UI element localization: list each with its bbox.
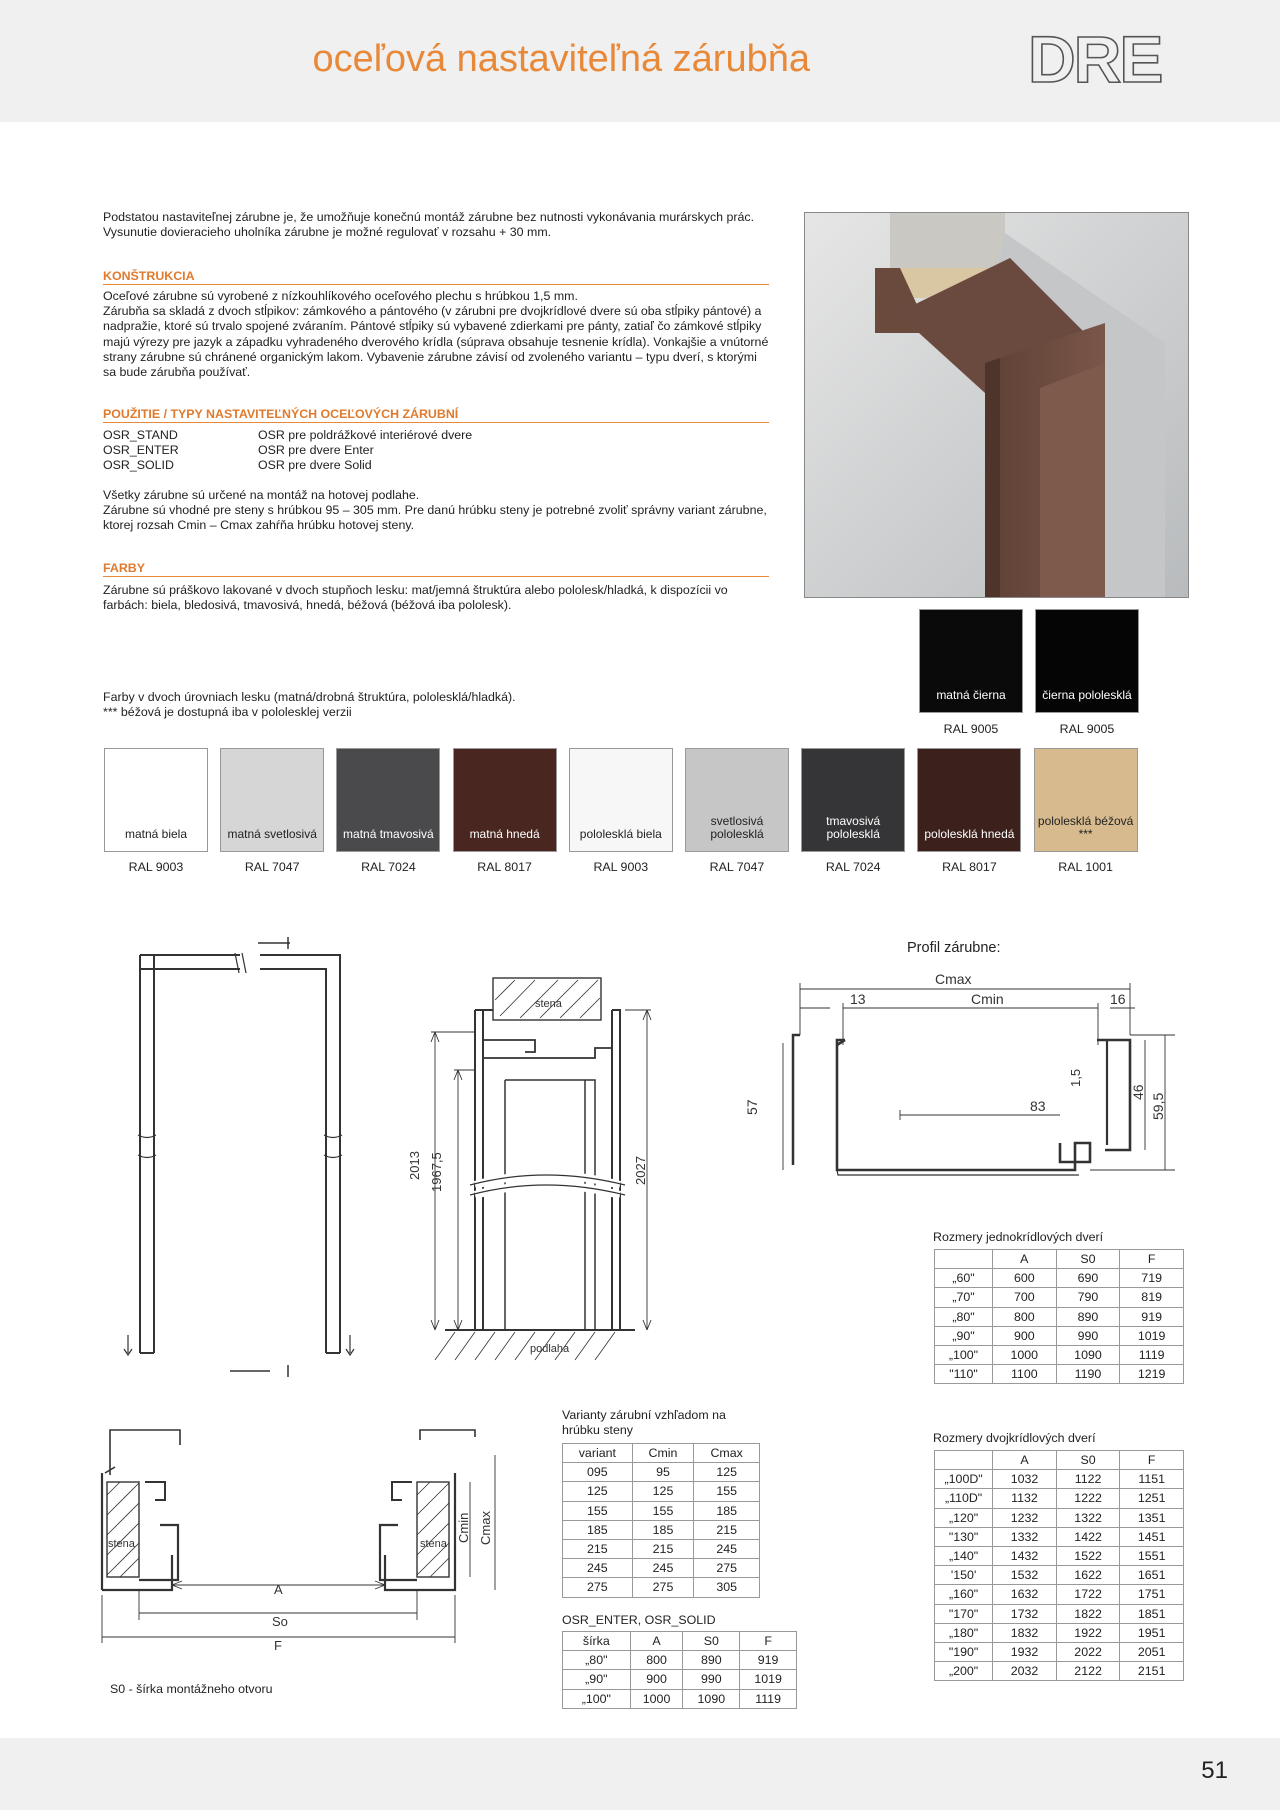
- table-cell: „90": [935, 1326, 993, 1345]
- table-cell: 1251: [1120, 1489, 1184, 1508]
- table-row: [563, 1501, 760, 1520]
- double-door-table: [934, 1450, 1184, 1681]
- table-row: [935, 1527, 1184, 1546]
- variants-caption: [562, 1408, 726, 1438]
- dim-cmax: Cmax: [935, 971, 972, 987]
- table-cell: 1922: [1056, 1623, 1120, 1642]
- table-cell: 1951: [1120, 1623, 1184, 1642]
- table-cell: 1432: [993, 1546, 1057, 1565]
- color-swatch: [685, 748, 789, 852]
- intro-line: Vysunutie dovieracieho uholníka zárubne je možné regulovať v rozsahu + 30 mm.: [103, 225, 552, 240]
- dim-2027: 2027: [633, 1156, 648, 1185]
- type-desc: OSR pre dvere Solid: [258, 458, 372, 473]
- table-cell: „60": [935, 1269, 993, 1288]
- table-cell: 1732: [993, 1604, 1057, 1623]
- table-cell: 1119: [740, 1689, 797, 1708]
- table-cell: 1019: [1120, 1326, 1184, 1345]
- swatch-ral: RAL 8017: [942, 860, 997, 874]
- table-header-row: [563, 1632, 797, 1651]
- table-cell: 1222: [1056, 1489, 1120, 1508]
- type-desc: OSR pre poldrážkové interiérové dvere: [258, 428, 473, 442]
- table-cell: 155: [694, 1482, 760, 1501]
- table-cell: „100": [935, 1345, 993, 1364]
- enter-solid-table: [562, 1631, 797, 1709]
- table-cell: 275: [694, 1559, 760, 1578]
- swatch-label: pololesklá hnedá: [924, 827, 1015, 841]
- table-cell: 1932: [993, 1642, 1057, 1661]
- table-cell: 1851: [1120, 1604, 1184, 1623]
- table-cell: 1019: [740, 1670, 797, 1689]
- table-cell: 215: [632, 1539, 694, 1558]
- enter-solid-caption: OSR_ENTER, OSR_SOLID: [562, 1613, 716, 1627]
- table-cell: 790: [1056, 1288, 1120, 1307]
- frame-section-drawing: [395, 970, 665, 1370]
- table-row: [935, 1585, 1184, 1604]
- type-code: OSR_STAND: [103, 428, 178, 442]
- page-number: 51: [1201, 1757, 1228, 1784]
- table-cell: 1100: [992, 1365, 1056, 1384]
- table-cell: F: [740, 1632, 797, 1651]
- table-cell: 275: [563, 1578, 633, 1597]
- single-door-table: [934, 1249, 1184, 1384]
- table-row: [935, 1326, 1184, 1345]
- construction-line: Oceľové zárubne sú vyrobené z nízkouhlíkového oceľového plechu s hrúbkou 1,5 mm.: [103, 289, 578, 303]
- color-swatch: [104, 748, 208, 852]
- table-cell: 245: [563, 1559, 633, 1578]
- table-row: [563, 1539, 760, 1558]
- table-cell: 1651: [1120, 1566, 1184, 1585]
- table-row: [935, 1269, 1184, 1288]
- color-swatch: [220, 748, 324, 852]
- table-cell: 1122: [1056, 1470, 1120, 1489]
- table-cell: 125: [694, 1463, 760, 1482]
- logo-text: DRE: [1028, 28, 1162, 88]
- table-cell: S0: [1056, 1250, 1120, 1269]
- table-cell: variant: [563, 1444, 633, 1463]
- swatch-ral: RAL 8017: [477, 860, 532, 874]
- dim-cmax-vert: Cmax: [478, 1511, 493, 1545]
- table-row: [935, 1566, 1184, 1585]
- table-cell: 2051: [1120, 1642, 1184, 1661]
- table-cell: šírka: [563, 1632, 631, 1651]
- construction-line: sa bude zárubňa používať.: [103, 365, 251, 380]
- table-cell: 095: [563, 1463, 633, 1482]
- table-cell: 185: [632, 1520, 694, 1539]
- table-cell: [935, 1451, 993, 1470]
- dim-16: 16: [1110, 991, 1126, 1007]
- table-header-row: [563, 1444, 760, 1463]
- table-cell: 1090: [1056, 1345, 1120, 1364]
- dim-2013: 2013: [407, 1151, 422, 1180]
- table-cell: 1822: [1056, 1604, 1120, 1623]
- swatch-label: čierna pololesklá: [1042, 688, 1132, 702]
- table-cell: 95: [632, 1463, 694, 1482]
- table-cell: 1832: [993, 1623, 1057, 1642]
- table-header-row: [935, 1451, 1184, 1470]
- construction-line: majú výrezy pre jazyk a západku vyhradeného dverového krídla (súprava obsahuje tesnenie krídla). Vonkajšie a vnútorné: [103, 334, 769, 349]
- table-row: [935, 1288, 1184, 1307]
- table-row: [563, 1520, 760, 1539]
- table-cell: F: [1120, 1451, 1184, 1470]
- usage-note: Všetky zárubne sú určené na montáž na hotovej podlahe.: [103, 488, 420, 502]
- dim-cmin: Cmin: [971, 991, 1004, 1007]
- table-cell: 185: [694, 1501, 760, 1520]
- table-cell: 900: [992, 1326, 1056, 1345]
- table-cell: 900: [630, 1670, 683, 1689]
- table-cell: 245: [694, 1539, 760, 1558]
- construction-text: [103, 289, 783, 380]
- table-cell: 1551: [1120, 1546, 1184, 1565]
- color-swatch: [801, 748, 905, 852]
- table-cell: 1422: [1056, 1527, 1120, 1546]
- table-row: [935, 1623, 1184, 1642]
- swatch-ral: RAL 9005: [1059, 722, 1115, 736]
- table-cell: „110D": [935, 1489, 993, 1508]
- swatch-ral: RAL 7047: [709, 860, 765, 874]
- dim-a: A: [274, 1582, 283, 1597]
- intro-line: Podstatou nastaviteľnej zárubne je, že umožňuje konečnú montáž zárubne bez nutnosti vykonávania murárskych prác.: [103, 210, 755, 224]
- table-cell: 600: [992, 1269, 1056, 1288]
- section-heading-usage: POUŽITIE / TYPY NASTAVITEĽNÝCH OCEĽOVÝCH ZÁRUBNÍ: [103, 407, 769, 423]
- color-swatch: [336, 748, 440, 852]
- type-desc: OSR pre dvere Enter: [258, 443, 374, 458]
- table-cell: „180": [935, 1623, 993, 1642]
- table-cell: „100": [563, 1689, 631, 1708]
- table-cell: 700: [992, 1288, 1056, 1307]
- table-cell: 1451: [1120, 1527, 1184, 1546]
- table-cell: Cmin: [632, 1444, 694, 1463]
- color-swatch-cierna-pololeskla: [1035, 609, 1139, 713]
- swatch-label: svetlosivá pololesklá: [710, 814, 764, 841]
- construction-line: strany zárubne sú chránené organickým lakom. Vybavenie zárubne závisí od zvoleného variantu – typu dverí, s ktorými: [103, 349, 757, 364]
- swatch-label: pololesklá béžová ***: [1037, 814, 1134, 841]
- table-row: [563, 1651, 797, 1670]
- swatch-ral: RAL 1001: [1058, 860, 1113, 874]
- table-cell: [935, 1250, 993, 1269]
- table-cell: 125: [563, 1482, 633, 1501]
- table-cell: 1190: [1056, 1365, 1120, 1384]
- table-cell: 2151: [1120, 1662, 1184, 1681]
- swatch-ral: RAL 9003: [593, 860, 649, 874]
- table-cell: 1151: [1120, 1470, 1184, 1489]
- table-cell: S0: [1056, 1451, 1120, 1470]
- construction-line: Zárubňa sa skladá z dvoch stĺpikov: zámkového a pántového (v zárubni pre dvojkrídlové dvere sú oba stĺpiky pántové) a: [103, 304, 762, 319]
- table-cell: 990: [1056, 1326, 1120, 1345]
- table-row: [563, 1463, 760, 1482]
- table-cell: '150': [935, 1566, 993, 1585]
- table-cell: 919: [740, 1651, 797, 1670]
- single-table-caption: Rozmery jednokrídlových dverí: [933, 1230, 1104, 1244]
- section-heading-construction: KONŠTRUKCIA: [103, 269, 769, 285]
- table-row: [935, 1604, 1184, 1623]
- table-row: [935, 1307, 1184, 1326]
- table-cell: 275: [632, 1578, 694, 1597]
- table-cell: 305: [694, 1578, 760, 1597]
- table-cell: 1132: [993, 1489, 1057, 1508]
- dim-57: 57: [744, 1099, 760, 1115]
- dim-46: 46: [1130, 1084, 1146, 1100]
- table-cell: 719: [1120, 1269, 1184, 1288]
- swatch-ral: RAL 7024: [361, 860, 416, 874]
- table-cell: 1232: [993, 1508, 1057, 1527]
- variants-caption-line: Varianty zárubní vzhľadom na: [562, 1408, 726, 1422]
- table-cell: "130": [935, 1527, 993, 1546]
- stena-left-label: stena: [108, 1538, 135, 1550]
- table-cell: 800: [630, 1651, 683, 1670]
- types-codes: [103, 428, 179, 474]
- table-cell: 1522: [1056, 1546, 1120, 1565]
- dim-so: So: [272, 1614, 288, 1629]
- table-cell: 215: [694, 1520, 760, 1539]
- page-footer: [0, 1738, 1280, 1810]
- table-cell: „160": [935, 1585, 993, 1604]
- color-swatch: [453, 748, 557, 852]
- profile-title: Profil zárubne:: [907, 940, 1001, 956]
- table-row: [935, 1508, 1184, 1527]
- usage-note: ktorej rozsah Cmin – Cmax zahŕňa hrúbku hotovej steny.: [103, 518, 415, 533]
- color-notes: [103, 690, 516, 720]
- dim-19675: 1967,5: [429, 1152, 444, 1192]
- table-cell: „90": [563, 1670, 631, 1689]
- color-note: Farby v dvoch úrovniach lesku (matná/drobná štruktúra, pololesklá/hladká).: [103, 690, 516, 704]
- table-cell: „100D": [935, 1470, 993, 1489]
- table-cell: „70": [935, 1288, 993, 1307]
- table-cell: 1351: [1120, 1508, 1184, 1527]
- table-cell: S0: [683, 1632, 740, 1651]
- brand-logo: [1028, 28, 1190, 88]
- swatch-label: matná čierna: [936, 688, 1006, 702]
- table-cell: 2122: [1056, 1662, 1120, 1681]
- variants-table: [562, 1443, 760, 1598]
- table-row: [563, 1689, 797, 1708]
- type-code: OSR_ENTER: [103, 443, 179, 458]
- table-row: [935, 1642, 1184, 1661]
- stena-label: stena: [535, 998, 562, 1010]
- table-cell: Cmax: [694, 1444, 760, 1463]
- table-cell: 1119: [1120, 1345, 1184, 1364]
- door-frame-photo: [804, 212, 1189, 598]
- swatch-ral: RAL 7024: [825, 860, 881, 874]
- table-cell: 1000: [992, 1345, 1056, 1364]
- frame-top-view-drawing: [100, 1425, 505, 1665]
- table-cell: 1751: [1120, 1585, 1184, 1604]
- table-cell: 1219: [1120, 1365, 1184, 1384]
- table-cell: "190": [935, 1642, 993, 1661]
- table-row: [935, 1470, 1184, 1489]
- table-cell: 919: [1120, 1307, 1184, 1326]
- table-cell: „140": [935, 1546, 993, 1565]
- table-cell: 1090: [683, 1689, 740, 1708]
- table-cell: A: [630, 1632, 683, 1651]
- table-cell: "110": [935, 1365, 993, 1384]
- table-row: [935, 1489, 1184, 1508]
- stena-right-label: stena: [420, 1538, 447, 1550]
- table-row: [563, 1559, 760, 1578]
- table-row: [935, 1662, 1184, 1681]
- swatch-label: matná svetlosivá: [227, 827, 317, 841]
- table-cell: „80": [935, 1307, 993, 1326]
- color-note: *** béžová je dostupná iba v pololesklej verzii: [103, 705, 352, 720]
- swatch-label: tmavosivá pololesklá: [826, 814, 881, 841]
- table-row: [563, 1482, 760, 1501]
- construction-line: nadpražie, ktoré sú trvalo spojené zváraním. Pántové stĺpiky sú vybavené zdierkami pre pánty, zatiaľ čo zámkové stĺpiky: [103, 319, 762, 334]
- swatch-label: matná hnedá: [469, 827, 540, 841]
- table-cell: 890: [1056, 1307, 1120, 1326]
- table-cell: 1622: [1056, 1566, 1120, 1585]
- color-swatch: [569, 748, 673, 852]
- swatch-ral: RAL 9003: [128, 860, 184, 874]
- type-code: OSR_SOLID: [103, 458, 174, 473]
- dim-595: 59,5: [1150, 1092, 1166, 1120]
- table-row: [563, 1578, 760, 1597]
- color-swatch-matna-cierna: [919, 609, 1023, 713]
- frame-profile-drawing: [735, 965, 1195, 1195]
- table-cell: 185: [563, 1520, 633, 1539]
- table-cell: 1532: [993, 1566, 1057, 1585]
- table-cell: „200": [935, 1662, 993, 1681]
- table-cell: 819: [1120, 1288, 1184, 1307]
- table-cell: 1322: [1056, 1508, 1120, 1527]
- swatch-ral: RAL 7047: [244, 860, 300, 874]
- table-cell: F: [1120, 1250, 1184, 1269]
- double-table-caption: Rozmery dvojkrídlových dverí: [933, 1431, 1096, 1445]
- table-cell: 1000: [630, 1689, 683, 1708]
- colors-text: [103, 583, 783, 613]
- table-cell: 155: [563, 1501, 633, 1520]
- table-cell: „120": [935, 1508, 993, 1527]
- table-cell: 800: [992, 1307, 1056, 1326]
- table-cell: 215: [563, 1539, 633, 1558]
- color-swatch: [1034, 748, 1138, 852]
- page-title: oceľová nastaviteľná zárubňa: [312, 38, 810, 80]
- color-swatch: [917, 748, 1021, 852]
- table-cell: A: [993, 1451, 1057, 1470]
- table-cell: 990: [683, 1670, 740, 1689]
- table-cell: 1722: [1056, 1585, 1120, 1604]
- so-note: S0 - šírka montážneho otvoru: [110, 1682, 273, 1696]
- table-cell: 2032: [993, 1662, 1057, 1681]
- table-cell: 1632: [993, 1585, 1057, 1604]
- dim-15: 1,5: [1068, 1068, 1083, 1087]
- table-cell: A: [992, 1250, 1056, 1269]
- usage-notes: [103, 488, 783, 534]
- table-cell: 245: [632, 1559, 694, 1578]
- table-cell: 890: [683, 1651, 740, 1670]
- table-cell: 1332: [993, 1527, 1057, 1546]
- dim-cmin-vert: Cmin: [456, 1512, 471, 1543]
- swatch-label: pololesklá biela: [579, 827, 662, 841]
- table-cell: 2022: [1056, 1642, 1120, 1661]
- types-descs: [258, 428, 472, 474]
- table-row: [563, 1670, 797, 1689]
- table-header-row: [935, 1250, 1184, 1269]
- table-cell: 1032: [993, 1470, 1057, 1489]
- dim-13: 13: [850, 991, 866, 1007]
- colors-line: Zárubne sú práškovo lakované v dvoch stupňoch lesku: mat/jemná štruktúra alebo pololesk/hladká, k dispozícii vo: [103, 583, 728, 597]
- dim-83: 83: [1030, 1098, 1046, 1114]
- colors-line: farbách: biela, bledosivá, tmavosivá, hnedá, béžová (béžová iba pololesk).: [103, 598, 512, 613]
- usage-note: Zárubne sú vhodné pre steny s hrúbkou 95 – 305 mm. Pre danú hrúbku steny je potrebné zvoliť správny variant zárubne,: [103, 503, 767, 518]
- intro-text: [103, 210, 783, 240]
- section-heading-colors: FARBY: [103, 561, 769, 577]
- swatch-ral: RAL 9005: [943, 722, 999, 736]
- table-row: [935, 1546, 1184, 1565]
- table-cell: 690: [1056, 1269, 1120, 1288]
- table-cell: "170": [935, 1604, 993, 1623]
- podlaha-label: podlaha: [530, 1343, 570, 1355]
- swatch-label: matná tmavosivá: [343, 827, 434, 841]
- variants-caption-line: hrúbku steny: [562, 1423, 633, 1437]
- dim-f: F: [274, 1638, 282, 1653]
- table-cell: „80": [563, 1651, 631, 1670]
- table-row: [935, 1365, 1184, 1384]
- swatch-label: matná biela: [124, 827, 188, 841]
- table-row: [935, 1345, 1184, 1364]
- table-cell: 125: [632, 1482, 694, 1501]
- table-cell: 155: [632, 1501, 694, 1520]
- frame-front-drawing: [110, 925, 360, 1385]
